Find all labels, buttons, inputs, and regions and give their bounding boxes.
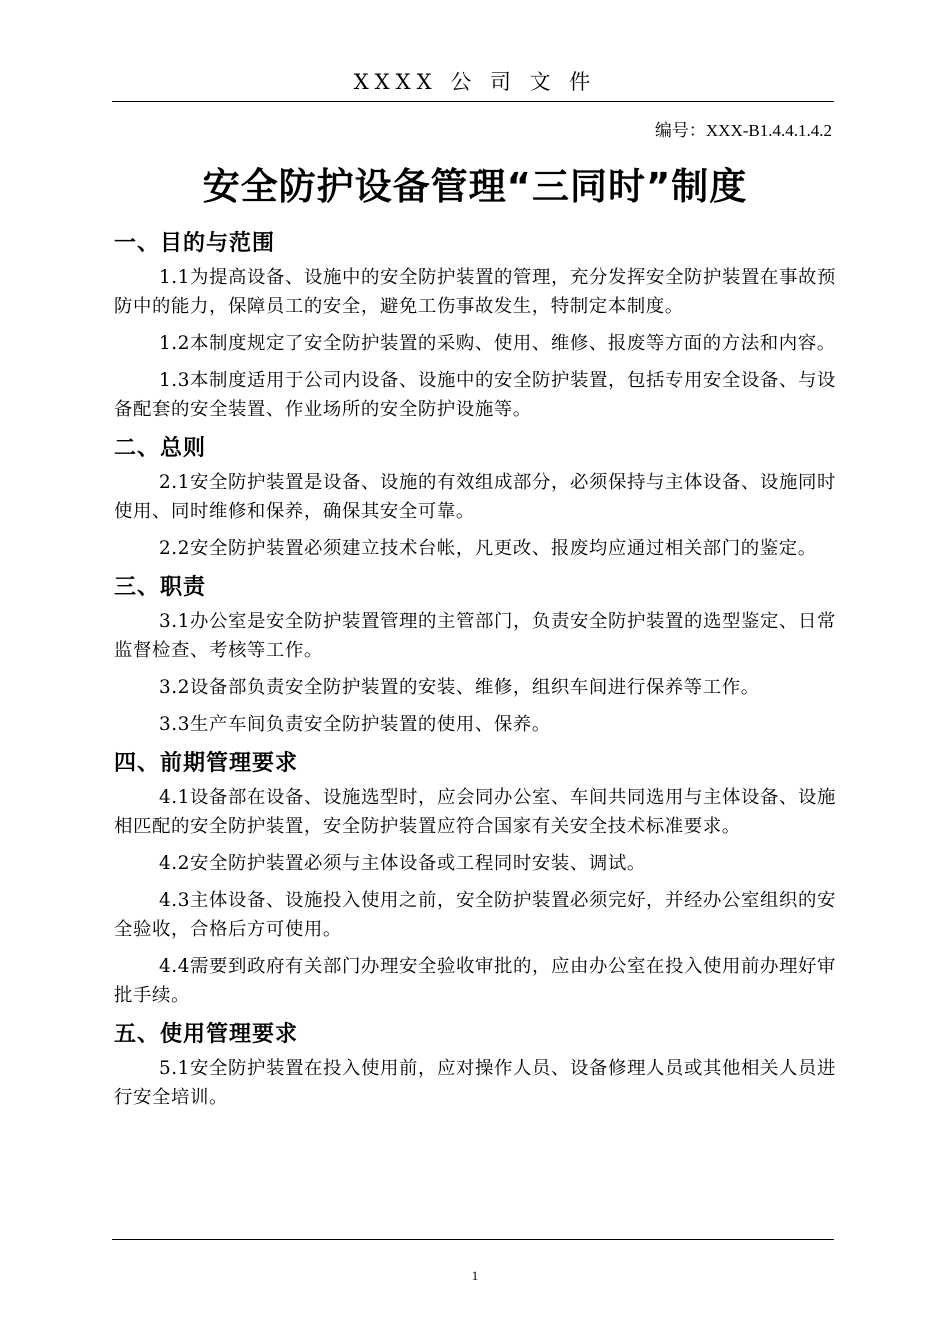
paragraph: 4.4需要到政府有关部门办理安全验收审批的，应由办公室在投入使用前办理好审批手续。 [114, 956, 836, 1006]
paragraph: 1.3本制度适用于公司内设备、设施中的安全防护装置，包括专用安全设备、与设备配套的安全装置、作业场所的安全防护设施等。 [114, 370, 836, 420]
header-divider [112, 101, 834, 102]
paragraph: 5.1安全防护装置在投入使用前，应对操作人员、设备修理人员或其他相关人员进行安全培训。 [114, 1058, 836, 1108]
paragraph: 1.1为提高设备、设施中的安全防护装置的管理，充分发挥安全防护装置在事故预防中的能力，保障员工的安全，避免工伤事故发生，特制定本制度。 [114, 267, 836, 317]
company-header-title: XXXX 公 司 文 件 [353, 70, 597, 94]
section-usage-management [114, 1018, 836, 1112]
section-heading: 四、前期管理要求 [114, 751, 299, 776]
paragraph: 2.1安全防护装置是设备、设施的有效组成部分，必须保持与主体设备、设施同时使用、同时维修和保养，确保其安全可靠。 [114, 472, 836, 522]
section-heading: 三、职责 [114, 575, 207, 600]
section-preliminary-management [114, 747, 836, 1010]
paragraph: 3.1办公室是安全防护装置管理的主管部门，负责安全防护装置的选型鉴定、日常监督检查、考核等工作。 [114, 611, 836, 661]
section-heading: 一、目的与范围 [114, 231, 276, 256]
document-title: 安全防护设备管理“三同时”制度 [202, 165, 748, 208]
paragraph: 3.3生产车间负责安全防护装置的使用、保养。 [159, 714, 551, 735]
paragraph: 2.2安全防护装置必须建立技术台帐，凡更改、报废均应通过相关部门的鉴定。 [159, 538, 817, 559]
paragraph: 4.3主体设备、设施投入使用之前，安全防护装置必须完好，并经办公室组织的安全验收，合格后方可使用。 [114, 890, 836, 940]
section-purpose-scope [114, 227, 836, 424]
document-body [114, 227, 836, 1120]
section-responsibilities [114, 571, 836, 739]
section-heading: 二、总则 [114, 436, 207, 461]
paragraph: 4.1设备部在设备、设施选型时，应会同办公室、车间共同选用与主体设备、设施相匹配的安全防护装置，安全防护装置应符合国家有关安全技术标准要求。 [114, 787, 836, 837]
page-number: 1 [471, 1268, 479, 1283]
document-number: 编号：XXX-B1.4.4.1.4.2 [654, 121, 832, 140]
paragraph: 1.2本制度规定了安全防护装置的采购、使用、维修、报废等方面的方法和内容。 [159, 333, 836, 354]
paragraph: 4.2安全防护装置必须与主体设备或工程同时安装、调试。 [159, 853, 646, 874]
section-heading: 五、使用管理要求 [114, 1022, 299, 1047]
section-general-principles [114, 432, 836, 563]
footer-divider [112, 1239, 834, 1240]
paragraph: 3.2设备部负责安全防护装置的安装、维修，组织车间进行保养等工作。 [159, 677, 760, 698]
